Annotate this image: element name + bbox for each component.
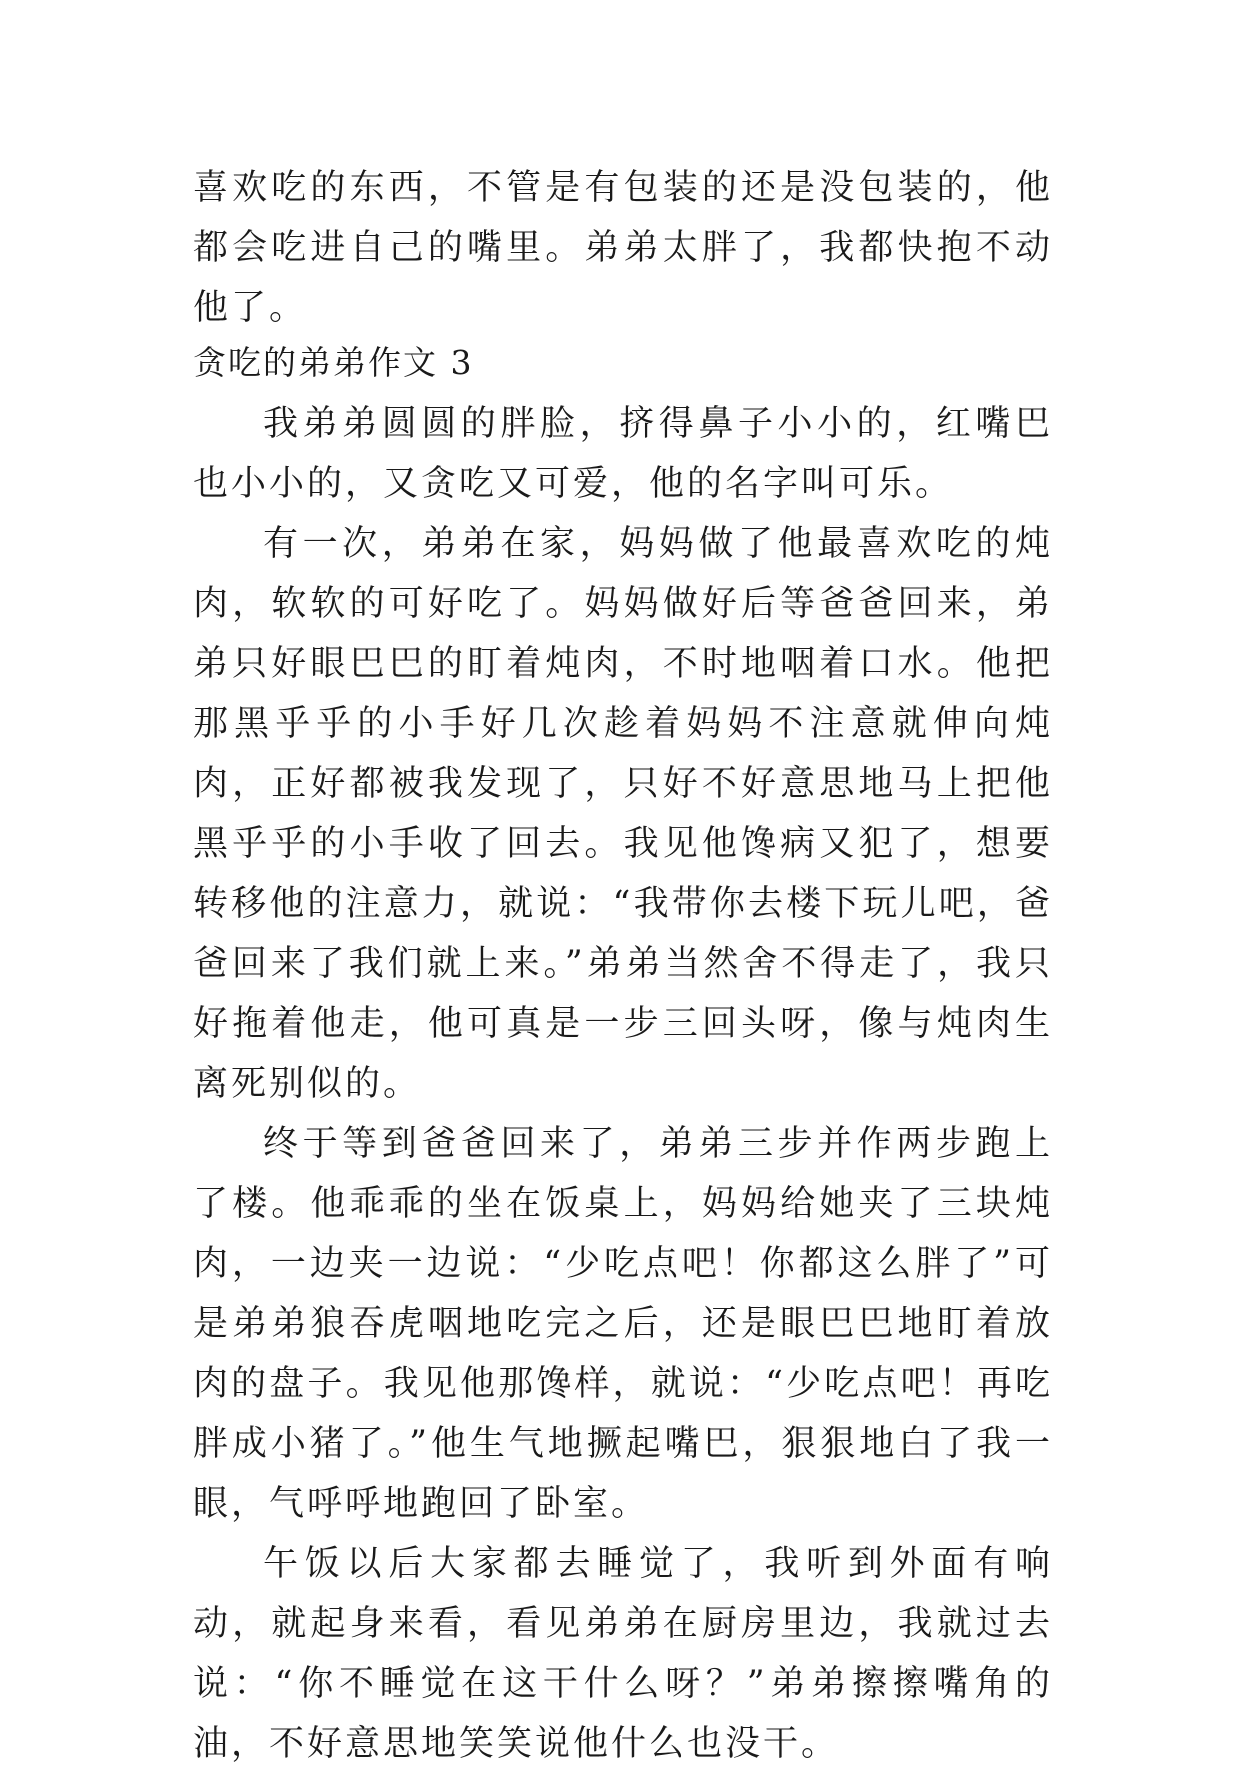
paragraph-2: 有一次，弟弟在家，妈妈做了他最喜欢吃的炖肉，软软的可好吃了。妈妈做好后等爸爸回来，弟弟只好眼巴巴的盯着炖肉，不时地咽着口水。他把那黑乎乎的小手好几次趁着妈妈不注意就伸向炖肉，正好都被我发现了，只好不好意思地马上把他黑乎乎的小手收了回去。我见他馋病又犯了，想要转移他的注意力，就说：“我带你去楼下玩儿吧，爸爸回来了我们就上来。”弟弟当然舍不得走了，我只好拖着他走，他可真是一步三回头呀，像与炖肉生离死别似的。: [193, 524, 1053, 1104]
continuation-text: 喜欢吃的东西，不管是有包装的还是没包装的，他都会吃进自己的嘴里。弟弟太胖了，我都快抱不动他了。: [193, 168, 1053, 328]
paragraph-4: 午饭以后大家都去睡觉了，我听到外面有响动，就起身来看，看见弟弟在厨房里边，我就过去说：“你不睡觉在这干什么呀？”弟弟擦擦嘴角的油，不好意思地笑笑说他什么也没干。: [193, 1544, 1053, 1764]
paragraph-3: 终于等到爸爸回来了，弟弟三步并作两步跑上了楼。他乖乖的坐在饭桌上，妈妈给她夹了三块炖肉，一边夹一边说：“少吃点吧！你都这么胖了”可是弟弟狼吞虎咽地吃完之后，还是眼巴巴地盯着放肉的盘子。我见他那馋样，就说：“少吃点吧！再吃胖成小猪了。”他生气地撅起嘴巴，狠狠地白了我一眼，气呼呼地跑回了卧室。: [193, 1124, 1053, 1524]
paragraph-1: 我弟弟圆圆的胖脸，挤得鼻子小小的，红嘴巴也小小的，又贪吃又可爱，他的名字叫可乐。: [193, 404, 1053, 504]
essay-body: [193, 394, 1053, 1774]
continuation-paragraph: [193, 158, 1053, 338]
section-title: 贪吃的弟弟作文 3: [193, 343, 474, 382]
